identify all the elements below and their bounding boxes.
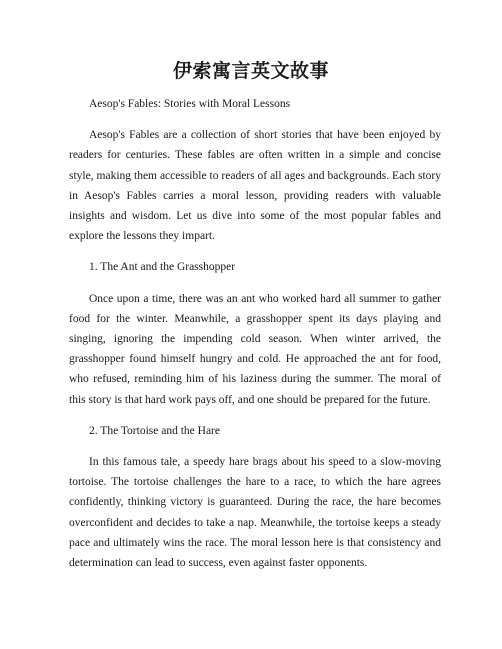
document-body: [69, 94, 441, 584]
page-title: 伊索寓言英文故事: [172, 60, 329, 82]
subtitle: Aesop's Fables: Stories with Moral Lessons: [89, 98, 291, 110]
section-heading-ant-grasshopper: 1. The Ant and the Grasshopper: [89, 261, 236, 274]
tortoise-hare-paragraph: In this famous tale, a speedy hare brags about his speed to a slow-moving tortoise. The tortoise challenges the hare to a race, to which the hare agrees confidently, thinking victory is guaranteed. During the race, the hare becomes overconfident and decides to take a nap. Meanwhile, the tortoise keeps a steady pace and ultimately wins the race. The moral lesson here is that consistency and determination can lead to success, even against faster opponents.: [69, 456, 441, 570]
intro-paragraph: Aesop's Fables are a collection of short stories that have been enjoyed by readers for centuries. These fables are often written in a simple and concise style, making them accessible to readers of all ages and backgrounds. Each story in Aesop's Fables carries a moral lesson, providing readers with valuable insights and wisdom. Let us dive into some of the most popular fables and explore the lessons they impart.: [69, 129, 441, 243]
section-heading-tortoise-hare: 2. The Tortoise and the Hare: [89, 424, 220, 437]
ant-grasshopper-paragraph: Once upon a time, there was an ant who worked hard all summer to gather food for the winter. Meanwhile, a grasshopper spent its days playing and singing, ignoring the impending cold season. When winter arrived, the grasshopper found himself hungry and cold. He approached the ant for food, who refused, reminding him of his laziness during the summer. The moral of this story is that hard work pays off, and one should be prepared for the future.: [69, 292, 441, 406]
